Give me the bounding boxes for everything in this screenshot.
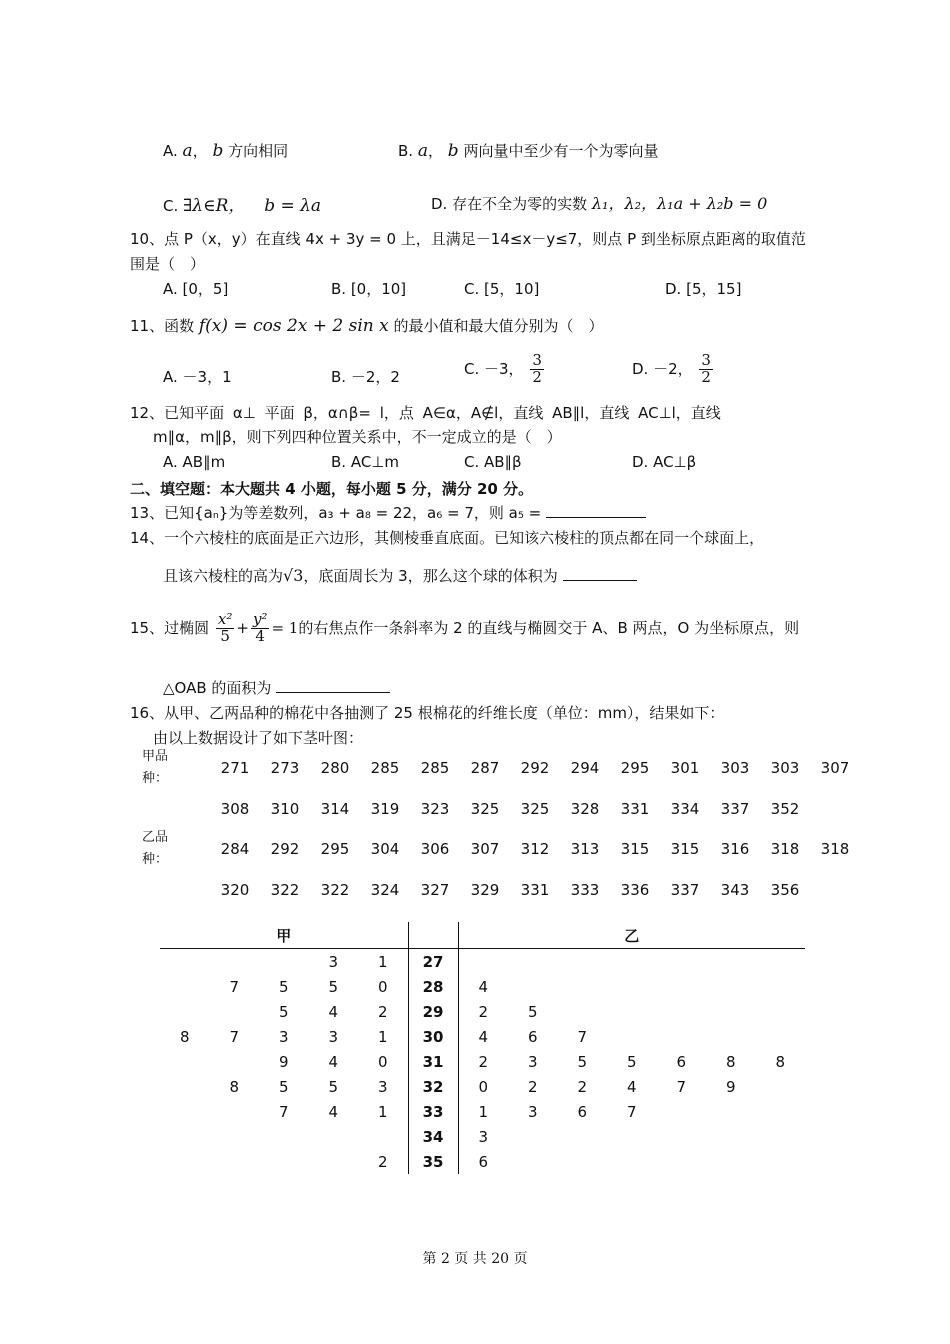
leaf-left: 3 [328, 1027, 339, 1046]
table-row [160, 1024, 805, 1049]
leaf-right [706, 974, 756, 999]
q12-option-d: D. AC⊥β [632, 453, 697, 471]
leaf-left [210, 1099, 260, 1124]
leaf-right: 6 [577, 1102, 588, 1121]
q9-option-c: C. ∃λ∈R， b = λa [163, 196, 322, 216]
leaf-right [657, 949, 707, 975]
leaf-left [160, 1074, 210, 1099]
leaf-right [558, 1149, 608, 1174]
leaf-right [657, 1024, 707, 1049]
leaf-right [706, 1024, 756, 1049]
leaf-right [607, 1124, 657, 1149]
fraction: $\frac{\text{x²}}{5}$ [217, 610, 233, 645]
leaf-right: 5 [626, 1052, 637, 1071]
leaf-right: 2 [478, 1052, 489, 1071]
q14-line2: 且该六棱柱的高为√3，底面周长为 3，那么这个球的体积为 [163, 565, 637, 586]
leaf-left [259, 1124, 309, 1149]
leaf-left [309, 1124, 359, 1149]
leaf-right: 1 [478, 1102, 489, 1121]
leaf-right: 9 [725, 1077, 736, 1096]
leaf-left: 4 [328, 1052, 339, 1071]
q12-option-c: C. AB∥β [464, 453, 522, 471]
leaf-left: 0 [377, 977, 388, 996]
table-row [160, 1124, 805, 1149]
leaf-right [756, 1024, 806, 1049]
leaf-right [607, 974, 657, 999]
leaf-left: 3 [377, 1077, 388, 1096]
leaf-left: 3 [278, 1027, 289, 1046]
leaf-right [508, 974, 558, 999]
stem: 29 [408, 999, 458, 1024]
leaf-right [756, 949, 806, 975]
table-row: 甲品 种： 271 273 280 285 285 287 292 294 295 301 303 303 307 [142, 746, 860, 790]
leaf-right [607, 949, 657, 975]
leaf-left: 5 [328, 1077, 339, 1096]
leaf-right [756, 1074, 806, 1099]
q10-option-b: B. [0，10] [331, 280, 407, 298]
q15-line1: 15、过椭圆 $\frac{\text{x²}}{5}$ + $\frac{\text{y²}}{4}$ = 1的右焦点作一条斜率为 2 的直线与椭圆交于 A、B 两点，O 为坐标原点，则 [130, 610, 800, 645]
leaf-left: 2 [377, 1152, 388, 1171]
q12-option-a: A. AB∥m [163, 453, 226, 471]
leaf-right: 3 [527, 1102, 538, 1121]
table-row [160, 1074, 805, 1099]
leaf-right: 7 [626, 1102, 637, 1121]
leaf-left: 2 [377, 1002, 388, 1021]
q12-option-b: B. AC⊥m [331, 453, 399, 471]
leaf-left [210, 949, 260, 975]
q11-stem: 11、函数 f(x) = cos 2x + 2 sin x 的最小值和最大值分别为（ ） [130, 316, 604, 336]
leaf-right [607, 999, 657, 1024]
leaf-right [657, 1099, 707, 1124]
leaf-right: 8 [775, 1052, 786, 1071]
leaf-left: 4 [328, 1002, 339, 1021]
leaf-right [458, 949, 508, 975]
leaf-right [657, 1124, 707, 1149]
leaf-right [756, 1149, 806, 1174]
leaf-right: 4 [626, 1077, 637, 1096]
q11-option-b: B. －2，2 [331, 368, 400, 386]
fraction: $\frac{3}{2}$ [701, 351, 711, 386]
leaf-left [210, 1124, 260, 1149]
leaf-left: 5 [328, 977, 339, 996]
leaf-right: 6 [527, 1027, 538, 1046]
stem: 31 [408, 1049, 458, 1074]
leaf-right [558, 949, 608, 975]
leaf-right [508, 1149, 558, 1174]
leaf-left [358, 1124, 408, 1149]
fraction: $\frac{\text{y²}}{4}$ [252, 610, 268, 645]
leaf-left [160, 1149, 210, 1174]
leaf-left: 4 [328, 1102, 339, 1121]
leaf-left [160, 1124, 210, 1149]
leaf-right: 4 [478, 977, 489, 996]
leaf-left [160, 999, 210, 1024]
leaf-right [706, 999, 756, 1024]
q16-line1: 16、从甲、乙两品种的棉花中各抽测了 25 根棉花的纤维长度（单位：mm），结果如下： [130, 704, 725, 722]
leaf-right: 6 [478, 1152, 489, 1171]
leaf-right [558, 974, 608, 999]
table-row [160, 999, 805, 1024]
leaf-left [210, 1149, 260, 1174]
q10-stem-line1: 10、点 P（x，y）在直线 4x + 3y = 0 上，且满足－14≤x－y≤7，则点 P 到坐标原点距离的取值范 [130, 230, 806, 248]
leaf-right: 3 [478, 1127, 489, 1146]
leaf-right [657, 999, 707, 1024]
stem: 30 [408, 1024, 458, 1049]
q12-line2: m∥α，m∥β，则下列四种位置关系中，不一定成立的是（ ） [153, 428, 562, 446]
leaf-right [706, 1099, 756, 1124]
leaf-left: 9 [278, 1052, 289, 1071]
leaf-left [210, 1049, 260, 1074]
leaf-right [756, 974, 806, 999]
leaf-right [706, 1124, 756, 1149]
leaf-left: 5 [278, 1077, 289, 1096]
leaf-left: 8 [229, 1077, 240, 1096]
leaf-left: 0 [377, 1052, 388, 1071]
leaf-right [657, 1149, 707, 1174]
stem: 33 [408, 1099, 458, 1124]
leaf-right: 2 [577, 1077, 588, 1096]
leaf-right: 5 [527, 1002, 538, 1021]
leaf-left [210, 999, 260, 1024]
stem-leaf-header [160, 922, 805, 949]
table-row [160, 974, 805, 999]
leaf-left: 7 [229, 977, 240, 996]
leaf-right: 2 [478, 1002, 489, 1021]
leaf-right [756, 1124, 806, 1149]
q10-option-c: C. [5，10] [464, 280, 540, 298]
leaf-left [160, 1049, 210, 1074]
table-row: 乙品 种： 284 292 295 304 306 307 312 313 315 315 316 318 318 [142, 827, 860, 871]
leaf-right: 7 [676, 1077, 687, 1096]
q15-line2: △OAB 的面积为 [163, 677, 390, 698]
header-yi: 乙 [458, 922, 805, 949]
leaf-right [756, 999, 806, 1024]
q10-option-a: A. [0，5] [163, 280, 229, 298]
stem: 32 [408, 1074, 458, 1099]
leaf-left: 7 [229, 1027, 240, 1046]
stem: 34 [408, 1124, 458, 1149]
leaf-left [160, 1099, 210, 1124]
leaf-left [160, 974, 210, 999]
leaf-right [657, 974, 707, 999]
q10-option-d: D. [5，15] [665, 280, 742, 298]
leaf-left [160, 949, 210, 975]
leaf-right: 3 [527, 1052, 538, 1071]
q13-stem: 13、已知{aₙ}为等差数列，a₃ + a₈ = 22，a₆ = 7，则 a₅ = [130, 502, 646, 523]
table-row: 320 322 322 324 327 329 331 333 336 337 343 356 [220, 880, 800, 899]
leaf-right [508, 949, 558, 975]
leaf-left: 7 [278, 1102, 289, 1121]
leaf-right [706, 949, 756, 975]
label-yi: 乙品 种： [142, 830, 169, 867]
leaf-right: 2 [527, 1077, 538, 1096]
table-row [160, 1049, 805, 1074]
leaf-right: 7 [577, 1027, 588, 1046]
page-footer: 第 2 页 共 20 页 [422, 1251, 528, 1267]
leaf-right: 5 [577, 1052, 588, 1071]
table-row [160, 1149, 805, 1174]
q11-option-c: C. －3， $\frac{3}{2}$ [464, 351, 542, 386]
q16-line2: 由以上数据设计了如下茎叶图： [153, 729, 364, 747]
fraction: $\frac{3}{2}$ [532, 351, 542, 386]
q10-stem-line2: 围是（ ） [130, 255, 206, 273]
stem-leaf-plot [160, 922, 805, 1174]
stem: 35 [408, 1149, 458, 1174]
leaf-right [558, 1124, 608, 1149]
answer-blank[interactable] [276, 692, 390, 693]
leaf-right [607, 1024, 657, 1049]
stem: 27 [408, 949, 458, 975]
leaf-left: 1 [377, 1027, 388, 1046]
leaf-right [558, 999, 608, 1024]
table-row [160, 1099, 805, 1124]
section-title: 二、填空题：本大题共 4 小题，每小题 5 分，满分 20 分。 [130, 480, 534, 498]
leaf-right [607, 1149, 657, 1174]
leaf-left: 1 [377, 1102, 388, 1121]
q9-option-d: D. 存在不全为零的实数 λ₁，λ₂，λ₁a + λ₂b = 0 [431, 194, 768, 213]
q12-line1: 12、已知平面 α⊥ 平面 β，α∩β= l，点 A∈α，A∉l，直线 AB∥l，直线 AC⊥l，直线 [130, 404, 721, 422]
q11-option-a: A. －3，1 [163, 368, 232, 386]
leaf-right [508, 1124, 558, 1149]
leaf-left: 8 [179, 1027, 190, 1046]
leaf-left: 3 [328, 952, 339, 971]
q9-option-b: B. a， b 两向量中至少有一个为零向量 [398, 141, 659, 161]
leaf-right: 4 [478, 1027, 489, 1046]
leaf-left: 1 [377, 952, 388, 971]
leaf-right [706, 1149, 756, 1174]
answer-blank[interactable] [563, 580, 637, 581]
table-row [160, 949, 805, 975]
q9-option-a: A. a， b 方向相同 [163, 141, 289, 161]
q14-line1: 14、一个六棱柱的底面是正六边形，其侧棱垂直底面。已知该六棱柱的顶点都在同一个球面上， [130, 529, 765, 547]
leaf-left: 5 [278, 1002, 289, 1021]
leaf-right: 0 [478, 1077, 489, 1096]
leaf-right [756, 1099, 806, 1124]
stem: 28 [408, 974, 458, 999]
answer-blank[interactable] [546, 517, 646, 518]
table-row: 308 310 314 319 323 325 325 328 331 334 337 352 [220, 799, 800, 818]
leaf-right: 6 [676, 1052, 687, 1071]
q11-option-d: D. －2， $\frac{3}{2}$ [632, 351, 711, 386]
leaf-left [309, 1149, 359, 1174]
label-jia: 甲品 种： [142, 749, 169, 786]
leaf-right: 8 [725, 1052, 736, 1071]
leaf-left [259, 1149, 309, 1174]
data-table [142, 746, 860, 908]
leaf-left [259, 949, 309, 975]
leaf-left: 5 [278, 977, 289, 996]
header-jia: 甲 [160, 922, 408, 949]
